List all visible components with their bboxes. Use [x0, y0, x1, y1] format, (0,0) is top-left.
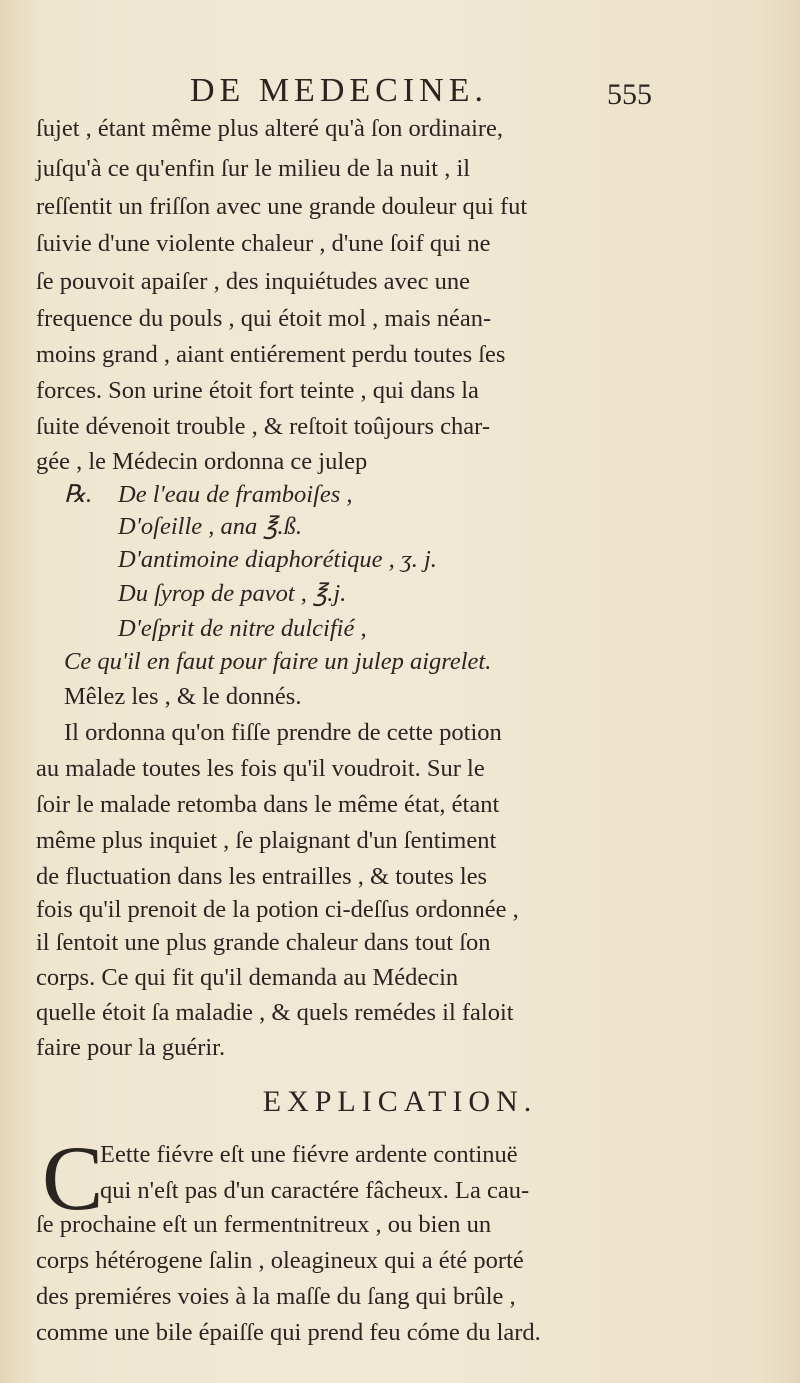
text-line: frequence du pouls , qui étoit mol , mais néan-	[36, 305, 492, 332]
text-line: des premiéres voies à la maſſe du ſang qui brûle ,	[36, 1283, 516, 1310]
text-line: Mêlez les , & le donnés.	[64, 683, 302, 710]
prescription-item: D'antimoine diaphorétique , ʒ. j.	[118, 546, 437, 573]
text-line: ſoir le malade retomba dans le même état, étant	[36, 791, 500, 818]
text-line: corps hétérogene ſalin , oleagineux qui a été porté	[36, 1247, 524, 1274]
rx-symbol: ℞.	[64, 481, 93, 508]
text-line: ſuite dévenoit trouble , & reſtoit toûjours char-	[36, 413, 491, 440]
prescription-item: Du ſyrop de pavot , ℥.j.	[118, 580, 347, 607]
text-line: de fluctuation dans les entrailles , & toutes les	[36, 863, 488, 890]
section-heading: EXPLICATION.	[262, 1085, 538, 1118]
text-line: Il ordonna qu'on fiſſe prendre de cette potion	[64, 719, 502, 746]
text-line: il ſentoit une plus grande chaleur dans tout ſon	[36, 929, 491, 956]
drop-cap: C	[42, 1127, 104, 1229]
text-line: même plus inquiet , ſe plaignant d'un ſentiment	[36, 827, 497, 854]
text-line: comme une bile épaiſſe qui prend feu cóme du lard.	[36, 1319, 541, 1346]
text-line: corps. Ce qui fit qu'il demanda au Médecin	[36, 964, 459, 991]
running-title: DE MEDECINE.	[190, 72, 488, 109]
text-line: reſſentit un friſſon avec une grande douleur qui fut	[36, 193, 528, 220]
text-line: ſujet , étant même plus alteré qu'à ſon ordinaire,	[36, 115, 504, 142]
text-line: moins grand , aiant entiérement perdu toutes ſes	[36, 341, 506, 368]
prescription-item: D'oſeille , ana ℥.ß.	[118, 513, 303, 540]
prescription-item: De l'eau de framboiſes ,	[118, 481, 353, 508]
text-line: gée , le Médecin ordonna ce julep	[36, 448, 368, 475]
text-line: au malade toutes les fois qu'il voudroit. Sur le	[36, 755, 485, 782]
text-line: ſe prochaine eſt un fermentnitreux , ou bien un	[36, 1211, 492, 1238]
text-line: Eette fiévre eſt une fiévre ardente continuë	[100, 1141, 518, 1168]
text-line: fois qu'il prenoit de la potion ci-deſſus ordonnée ,	[36, 896, 519, 923]
text-line: quelle étoit ſa maladie , & quels remédes il faloit	[36, 999, 514, 1026]
prescription-closing: Ce qu'il en faut pour faire un julep aigrelet.	[64, 648, 492, 675]
text-line: ſuivie d'une violente chaleur , d'une ſoif qui ne	[36, 230, 491, 257]
text-line: qui n'eſt pas d'un caractére fâcheux. La cau-	[100, 1177, 530, 1204]
text-line: juſqu'à ce qu'enfin ſur le milieu de la nuit , il	[36, 155, 471, 182]
text-line: forces. Son urine étoit fort teinte , qui dans la	[36, 377, 479, 404]
text-line: faire pour la guérir.	[36, 1034, 226, 1061]
prescription-item: D'eſprit de nitre dulcifié ,	[118, 615, 367, 642]
page-number: 555	[607, 78, 652, 111]
text-line: ſe pouvoit apaiſer , des inquiétudes avec une	[36, 268, 471, 295]
